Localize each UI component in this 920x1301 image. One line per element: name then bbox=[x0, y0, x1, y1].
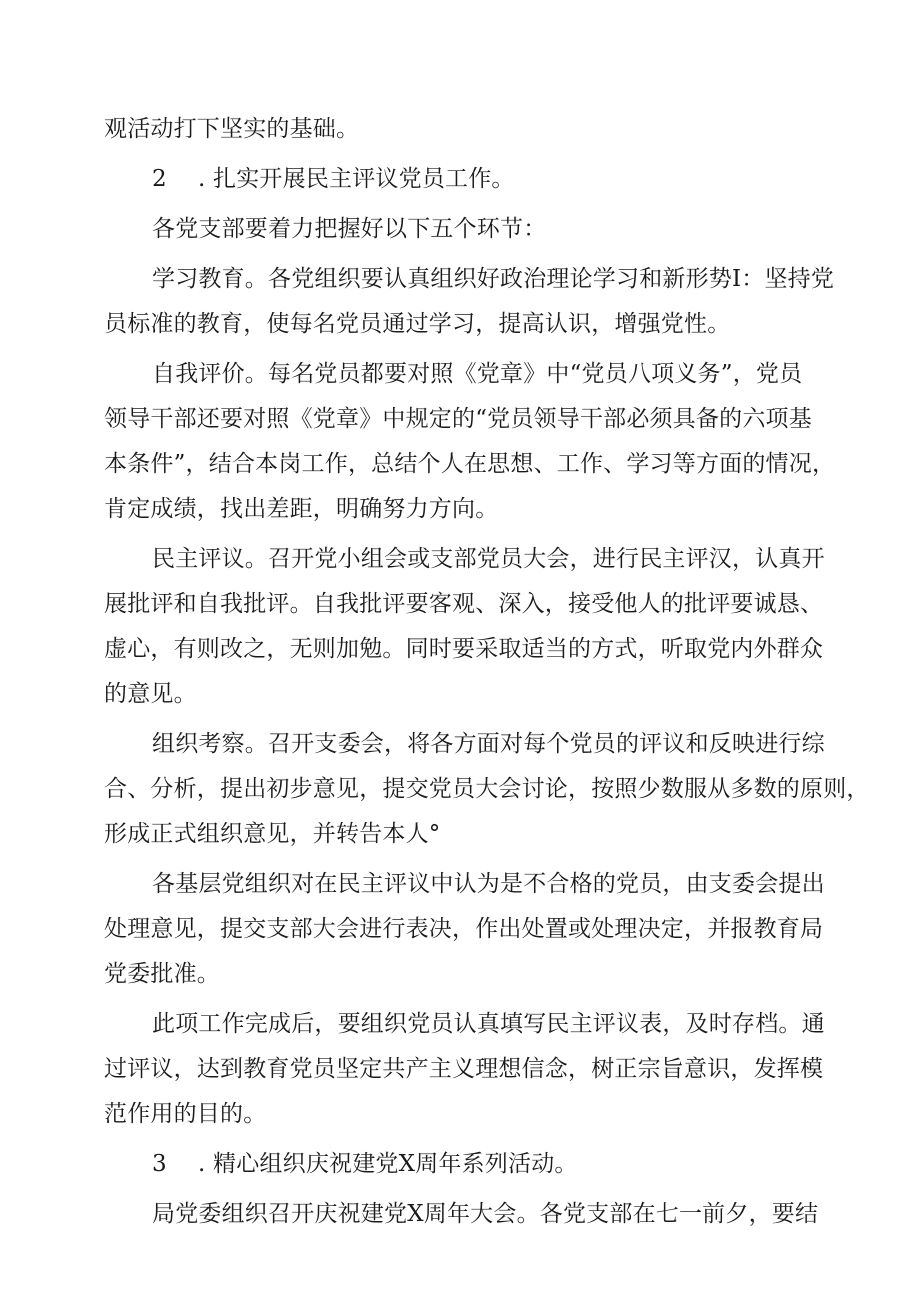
text-line: 展批评和自我批评。自我批评要客观、深入，接受他人的批评要诚恳、 bbox=[104, 591, 824, 617]
text-line: 本条件”，结合本岗工作，总结个人在思想、工作、学习等方面的情况， bbox=[104, 451, 836, 477]
text-line: 学习教育。各党组织要认真组织好政治理论学习和新形势I：坚持党 bbox=[152, 266, 835, 292]
section-heading-2 bbox=[152, 164, 872, 194]
text-line: 组织考察。召开支委会，将各方面对每个党员的评议和反映进行综 bbox=[152, 731, 825, 757]
text-line: 各党支部要着力把握好以下五个环节： bbox=[152, 216, 547, 242]
text-line: 领导干部还要对照《党章》中规定的“党员领导干部必须具备的六项基 bbox=[104, 406, 812, 432]
text-line: 形成正式组织意见，并转告本人° bbox=[104, 821, 441, 847]
section-title: . 扎实开展民主评议党员工作。 bbox=[198, 166, 515, 192]
text-line: 此项工作完成后，要组织党员认真填写民主评议表，及时存档。通 bbox=[152, 1011, 825, 1037]
text-line: 虚心，有则改之，无则加勉。同时要采取适当的方式，听取党内外群众 bbox=[104, 636, 824, 662]
text-line: 观活动打下坚实的基础。 bbox=[104, 116, 360, 142]
text-line: 合、分析，提出初步意见，提交党员大会讨论，按照少数服从多数的原则， bbox=[104, 776, 870, 802]
section-number: 2 bbox=[152, 166, 167, 192]
text-line: 处理意见，提交支部大会进行表决，作出处置或处理决定，并报教育局 bbox=[104, 916, 824, 942]
text-line: 局党委组织召开庆祝建党X周年大会。各党支部在七一前夕，要结 bbox=[152, 1201, 819, 1227]
text-line: 过评议，达到教育党员坚定共产主义理想信念，树正宗旨意识，发挥模 bbox=[104, 1056, 824, 1082]
text-line: 各基层党组织对在民主评议中认为是不合格的党员，由支委会提出 bbox=[152, 871, 825, 897]
section-title: . 精心组织庆祝建党X周年系列活动。 bbox=[198, 1151, 578, 1177]
text-line: 范作用的目的。 bbox=[104, 1101, 267, 1127]
section-heading-3 bbox=[152, 1149, 872, 1179]
text-line: 民主评议。召开党小组会或支部党员大会，进行民主评汉，认真开 bbox=[152, 546, 825, 572]
text-line: 的意见。 bbox=[104, 681, 197, 707]
section-number: 3 bbox=[152, 1151, 167, 1177]
text-line: 自我评价。每名党员都要对照《党章》中“党员八项义务”，党员 bbox=[152, 361, 803, 387]
text-line: 肯定成绩，找出差距，明确努力方向。 bbox=[104, 496, 499, 522]
text-line: 员标准的教育，使每名党员通过学习，提高认识，增强党性。 bbox=[104, 311, 731, 337]
text-line: 党委批准。 bbox=[104, 961, 220, 987]
